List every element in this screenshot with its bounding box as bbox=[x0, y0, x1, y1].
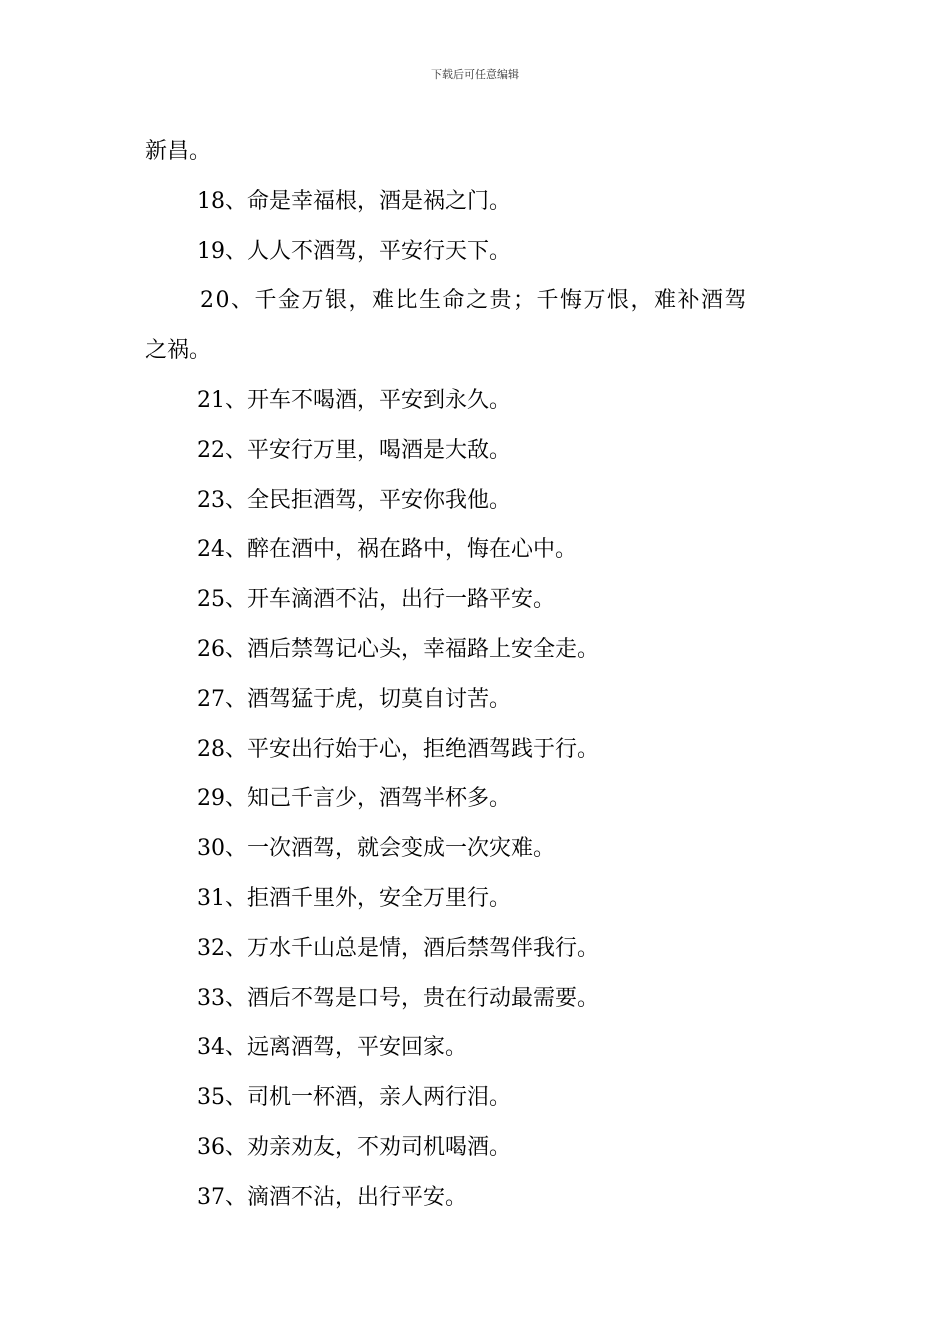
slogan-37: 37、滴酒不沾，出行平安。 bbox=[197, 1184, 467, 1210]
slogan-20-continued: 之祸。 bbox=[145, 338, 212, 364]
slogan-35: 35、司机一杯酒，亲人两行泪。 bbox=[197, 1085, 511, 1111]
slogan-29: 29、知己千言少，酒驾半杯多。 bbox=[197, 786, 511, 812]
text-line: 新昌。 bbox=[145, 139, 212, 164]
slogan-36: 36、劝亲劝友，不劝司机喝酒。 bbox=[197, 1134, 511, 1160]
slogan-20: 20、千金万银，难比生命之贵；千悔万恨，难补酒驾 bbox=[200, 288, 748, 314]
slogan-24: 24、醉在酒中，祸在路中，悔在心中。 bbox=[197, 537, 577, 563]
slogan-30: 30、一次酒驾，就会变成一次灾难。 bbox=[197, 836, 555, 862]
slogan-19: 19、人人不酒驾，平安行天下。 bbox=[197, 238, 511, 264]
slogan-32: 32、万水千山总是情，酒后禁驾伴我行。 bbox=[197, 935, 599, 961]
page-header: 下载后可任意编辑 bbox=[431, 68, 519, 81]
slogan-18: 18、命是幸福根，酒是祸之门。 bbox=[197, 188, 511, 214]
slogan-23: 23、全民拒酒驾，平安你我他。 bbox=[197, 487, 511, 513]
document-body bbox=[145, 127, 810, 1223]
slogan-28: 28、平安出行始于心，拒绝酒驾践于行。 bbox=[197, 736, 599, 762]
slogan-25: 25、开车滴酒不沾，出行一路平安。 bbox=[197, 587, 555, 613]
slogan-33: 33、酒后不驾是口号，贵在行动最需要。 bbox=[197, 985, 599, 1011]
slogan-22: 22、平安行万里，喝酒是大敌。 bbox=[197, 437, 511, 463]
slogan-27: 27、酒驾猛于虎，切莫自讨苦。 bbox=[197, 686, 511, 712]
slogan-34: 34、远离酒驾，平安回家。 bbox=[197, 1035, 467, 1061]
slogan-21: 21、开车不喝酒，平安到永久。 bbox=[197, 387, 511, 413]
slogan-26: 26、酒后禁驾记心头，幸福路上安全走。 bbox=[197, 636, 599, 662]
slogan-31: 31、拒酒千里外，安全万里行。 bbox=[197, 885, 511, 911]
